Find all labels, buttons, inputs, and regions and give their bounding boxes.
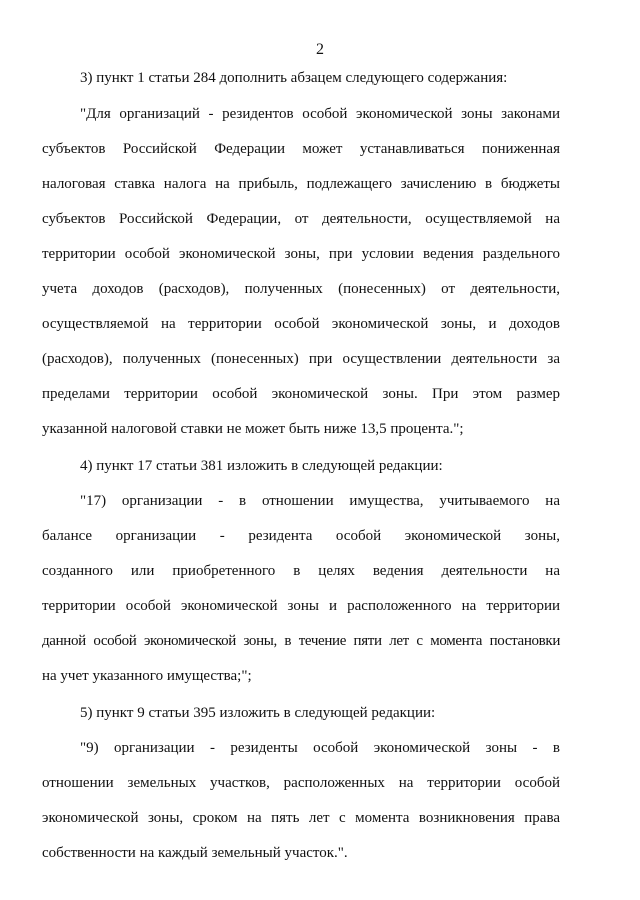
- item-4-paragraph-line: данной особой экономической зоны, в течение пяти лет с момента постановки: [42, 633, 560, 649]
- item-4-paragraph-line: территории особой экономической зоны и расположенного на территории: [42, 598, 560, 614]
- item-4-paragraph-line: балансе организации - резидента особой экономической зоны,: [42, 528, 560, 544]
- item-3-paragraph-line: налоговая ставка налога на прибыль, подлежащего зачислению в бюджеты: [42, 176, 560, 192]
- item-3-paragraph-last-line: указанной налоговой ставки не может быть ниже 13,5 процента.";: [42, 421, 464, 437]
- item-5-paragraph-line: отношении земельных участков, расположенных на территории особой: [42, 775, 560, 791]
- item-3-paragraph-line: субъектов Российской Федерации, от деятельности, осуществляемой на: [42, 211, 560, 227]
- item-4-paragraph-last-line: на учет указанного имущества;";: [42, 668, 252, 684]
- item-3-paragraph-line: территории особой экономической зоны, при условии ведения раздельного: [42, 246, 560, 262]
- item-5-paragraph-line: "9) организации - резиденты особой экономической зоны - в: [80, 740, 560, 756]
- item-3-paragraph-line: учета доходов (расходов), полученных (понесенных) от деятельности,: [42, 281, 560, 297]
- item-3-heading: 3) пункт 1 статьи 284 дополнить абзацем следующего содержания:: [80, 70, 508, 86]
- item-4-paragraph-line: "17) организации - в отношении имущества, учитываемого на: [80, 493, 560, 509]
- page-number: 2: [316, 41, 324, 58]
- item-3-paragraph-line: "Для организаций - резидентов особой экономической зоны законами: [80, 106, 560, 122]
- item-3-paragraph-line: (расходов), полученных (понесенных) при осуществлении деятельности за: [42, 351, 560, 367]
- item-3-paragraph-line: пределами территории особой экономической зоны. При этом размер: [42, 386, 560, 402]
- item-4-heading: 4) пункт 17 статьи 381 изложить в следующей редакции:: [80, 458, 443, 474]
- item-3-paragraph-line: осуществляемой на территории особой экономической зоны, и доходов: [42, 316, 560, 332]
- item-5-heading: 5) пункт 9 статьи 395 изложить в следующей редакции:: [80, 705, 436, 721]
- item-5-paragraph-line: экономической зоны, сроком на пять лет с момента возникновения права: [42, 810, 560, 826]
- item-4-paragraph-line: созданного или приобретенного в целях ведения деятельности на: [42, 563, 560, 579]
- item-5-paragraph-last-line: собственности на каждый земельный участок.".: [42, 845, 348, 861]
- item-3-paragraph-line: субъектов Российской Федерации может устанавливаться пониженная: [42, 141, 560, 157]
